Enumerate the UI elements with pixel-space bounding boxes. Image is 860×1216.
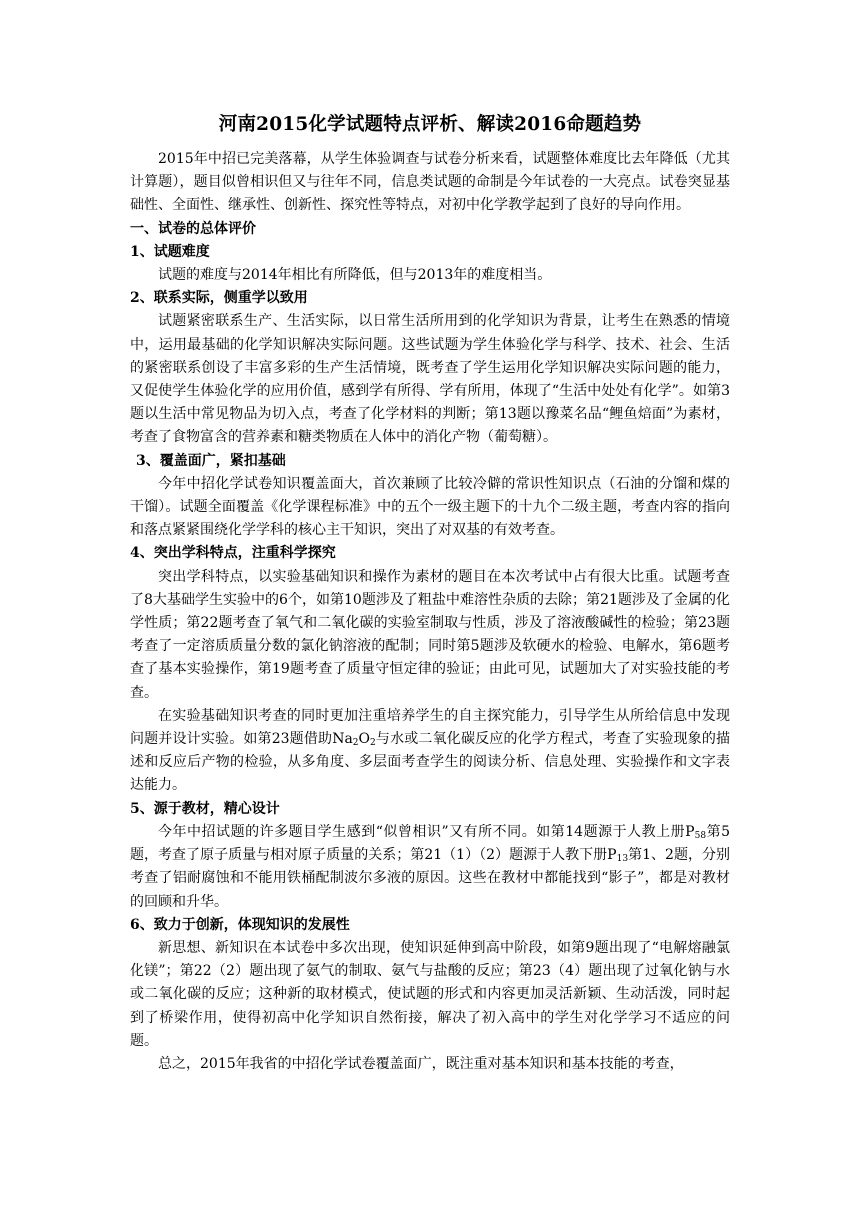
item-paragraph-6: 新思想、新知识在本试卷中多次出现，使知识延伸到高中阶段，如第9题出现了“电解熔融氯化镁”；第22（2）题出现了氨气的制取、氨气与盐酸的反应；第23（4）题出现了过氧化钠与水或二氧化碳的反应；这种新的取材模式，使试题的形式和内容更加灵活新颖、生动活泼，同时起到了桥梁作用，使得初高中化学知识自然衔接，解决了初入高中的学生对化学学习不适应的问题。 [130, 939, 730, 1049]
subscript: 58 [694, 830, 707, 841]
text-run: 在实验基础知识考查的同时更加注重培养学生的自主探究能力，引导学生从所给信息中发现问题并设计实验。如第23题借助Na [130, 707, 730, 748]
section-heading: 一、试卷的总体评价 [130, 220, 256, 237]
item-paragraph-1: 试题的难度与2014年相比有所降低，但与2013年的难度相当。 [158, 267, 552, 284]
text-run: 今年中招试题的许多题目学生感到“似曾相识”又有所不同。如第14题源于人教上册P [158, 823, 695, 840]
item-heading-5: 5、源于教材，精心设计 [130, 800, 280, 817]
document-page [130, 112, 730, 1076]
text-run: O [358, 731, 371, 748]
item-paragraph-5 [130, 821, 730, 914]
item-heading-3: 3、覆盖面广，紧扣基础 [136, 452, 286, 469]
item-heading-1: 1、试题难度 [130, 243, 210, 260]
text-run: 第1、2题，分别考查了铝耐腐蚀和不能用铁桶配制波尔多液的原因。这些在教材中都能找到“影子”，都是对教材的回顾和升华。 [130, 847, 730, 910]
intro-paragraph: 2015年中招已完美落幕，从学生体验调查与试卷分析来看，试题整体难度比去年降低（尤其计算题），题目似曾相识但又与往年不同，信息类试题的命制是今年试卷的一大亮点。试卷突显基础性、全面性、继承性、创新性、探究性等特点，对初中化学教学起到了良好的导向作用。 [130, 151, 730, 214]
item-paragraph-4b [130, 705, 730, 798]
document-title: 河南2015化学试题特点评析、解读2016命题趋势 [218, 114, 642, 135]
subscript: 2 [370, 738, 376, 749]
subscript: 2 [352, 738, 359, 749]
item-heading-4: 4、突出学科特点，注重科学探究 [130, 545, 336, 562]
conclusion-paragraph: 总之，2015年我省的中招化学试卷覆盖面广，既注重对基本知识和基本技能的考查， [158, 1055, 684, 1072]
item-heading-2: 2、联系实际，侧重学以致用 [130, 290, 308, 307]
item-paragraph-3: 今年中招化学试卷知识覆盖面大，首次兼顾了比较冷僻的常识性知识点（石油的分馏和煤的干馏）。试题全面覆盖《化学课程标准》中的五个一级主题下的十九个二级主题，考查内容的指向和落点紧紧围绕化学学科的核心主干知识，突出了对双基的有效考查。 [130, 475, 730, 539]
item-paragraph-4a: 突出学科特点，以实验基础知识和操作为素材的题目在本次考试中占有很大比重。试题考查了8大基础学生实验中的6个，如第10题涉及了粗盐中难溶性杂质的去除；第21题涉及了金属的化学性质；第22题考查了氧气和二氧化碳的实验室制取与性质，涉及了溶液酸碱性的检验；第23题考查了一定溶质质量分数的氯化钠溶液的配制；同时第5题涉及软硬水的检验、电解水，第6题考查了基本实验操作，第19题考查了质量守恒定律的验证；由此可见，试题加大了对实验技能的考查。 [130, 568, 730, 701]
text-run: 与水或二氧化碳反应的化学方程式，考查了实验现象的描述和反应后产物的检验，从多角度、多层面考查学生的阅读分析、信息处理、实验操作和文字表达能力。 [130, 731, 730, 794]
item-paragraph-2: 试题紧密联系生产、生活实际，以日常生活所用到的化学知识为背景，让考生在熟悉的情境中，运用最基础的化学知识解决实际问题。这些试题为学生体验化学与科学、技术、社会、生活的紧密联系创设了丰富多彩的生产生活情境，既考查了学生运用化学知识解决实际问题的能力，又促使学生体验化学的应用价值，感到学有所得、学有所用，体现了“生活中处处有化学”。如第3题以生活中常见物品为切入点，考查了化学材料的判断；第13题以豫菜名品“鲤鱼焙面”为素材，考查了食物富含的营养素和糖类物质在人体中的消化产物（葡萄糖）。 [130, 313, 730, 446]
subscript: 13 [616, 854, 629, 865]
item-heading-6: 6、致力于创新，体现知识的发展性 [130, 916, 350, 933]
text-run: 第5题，考查了原子质量与相对原子质量的关系；第21（1）（2）题源于人教下册P [130, 823, 730, 864]
